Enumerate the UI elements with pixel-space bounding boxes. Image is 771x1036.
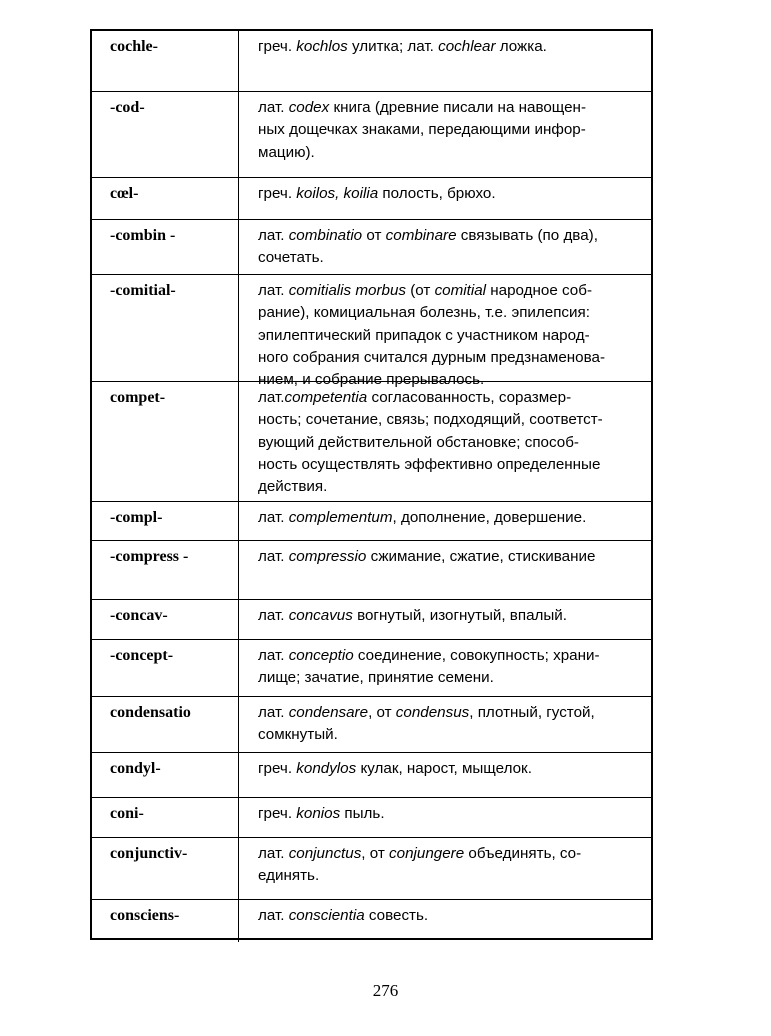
definition-line <box>258 905 650 927</box>
latin-term: condensare <box>288 704 369 721</box>
definition-text: , от <box>368 704 396 721</box>
definition-line <box>258 667 650 689</box>
entry-definition <box>258 546 650 568</box>
definition-text: , дополнение, довершение. <box>392 509 587 526</box>
table-row <box>92 219 651 274</box>
entry-definition <box>258 905 650 927</box>
definition-text: греч. <box>258 760 297 777</box>
definition-text: лат. <box>258 647 289 664</box>
column-divider <box>238 541 239 599</box>
definition-line <box>258 225 650 247</box>
latin-term: competentia <box>284 389 368 406</box>
definition-text: лат. <box>258 907 289 924</box>
definition-text: сочетать. <box>258 249 324 267</box>
definition-text: лат. <box>258 389 285 406</box>
definition-text: лат. <box>258 99 289 116</box>
table-row <box>92 31 651 91</box>
definition-text: согласованность, соразмер- <box>367 389 572 406</box>
latin-term: codex <box>288 99 330 116</box>
entry-definition <box>258 702 650 747</box>
definition-line <box>258 843 650 865</box>
definition-text: лат. <box>258 607 289 624</box>
column-divider <box>238 92 239 177</box>
definition-text: единять. <box>258 867 320 885</box>
definition-text: эпилептический припадок с участником народ- <box>258 326 590 344</box>
latin-term: konios <box>296 805 341 822</box>
latin-term: conjunctus <box>288 845 362 862</box>
column-divider <box>238 753 239 797</box>
definition-text: греч. <box>258 805 297 822</box>
entry-term: -comitial- <box>110 282 176 299</box>
definition-line <box>258 454 650 476</box>
entry-term: -compl- <box>110 509 163 526</box>
definition-text: ных дощечках знаками, передающими инфор- <box>258 121 586 139</box>
table-row <box>92 599 651 639</box>
column-divider <box>238 600 239 639</box>
entry-term: coni- <box>110 805 144 822</box>
definition-line <box>258 865 650 887</box>
definition-text: соединение, совокупность; храни- <box>353 647 600 664</box>
entry-definition <box>258 97 650 164</box>
latin-term: cochlear <box>438 38 496 55</box>
definition-text: ложка. <box>495 38 547 55</box>
entry-term: -concept- <box>110 647 174 664</box>
entry-definition <box>258 387 650 498</box>
entry-term: condensatio <box>110 704 191 721</box>
entry-term: condyl- <box>110 760 161 777</box>
entry-term: -combin - <box>110 227 176 244</box>
definition-line <box>258 302 650 324</box>
definition-text: совесть. <box>364 907 429 924</box>
definition-text: объединять, со- <box>464 845 582 862</box>
definition-text: лат. <box>258 704 289 721</box>
definition-text: ного собрания считался дурным предзнаменова- <box>258 348 606 366</box>
table-row <box>92 381 651 501</box>
definition-text: мацию). <box>258 143 315 161</box>
latin-term: koilos, koilia <box>296 185 379 202</box>
latin-term: conceptio <box>288 647 354 664</box>
entry-term: cœl- <box>110 185 139 202</box>
entry-term: -cod- <box>110 99 145 116</box>
entry-term: -compress - <box>110 548 189 565</box>
definition-line <box>258 758 650 780</box>
latin-term: kondylos <box>296 760 357 777</box>
definition-line <box>258 546 650 568</box>
column-divider <box>238 220 239 274</box>
entry-term: cochle- <box>110 38 158 55</box>
definition-line <box>258 409 650 431</box>
definition-text: ность осуществлять эффективно определенные <box>258 455 601 473</box>
definition-line <box>258 142 650 164</box>
definition-text: вующий действительной обстановке; способ- <box>258 433 579 451</box>
table-row <box>92 639 651 696</box>
column-divider <box>238 697 239 752</box>
entry-definition <box>258 758 650 780</box>
definition-line <box>258 702 650 724</box>
definition-text: лат. <box>258 282 289 299</box>
column-divider <box>238 178 239 219</box>
table-row <box>92 177 651 219</box>
latin-term: conjungere <box>389 845 465 862</box>
entry-term: -concav- <box>110 607 168 624</box>
entry-term: consciens- <box>110 907 180 924</box>
entry-term: conjunctiv- <box>110 845 188 862</box>
column-divider <box>238 275 239 381</box>
table-row <box>92 752 651 797</box>
definition-text: вогнутый, изогнутый, впалый. <box>352 607 567 624</box>
table-row <box>92 899 651 942</box>
latin-term: combinare <box>385 227 457 244</box>
definition-line <box>258 280 650 302</box>
definition-line <box>258 476 650 498</box>
definition-text: лат. <box>258 845 289 862</box>
definition-text: лат. <box>258 548 289 565</box>
entry-definition <box>258 843 650 888</box>
table-row <box>92 91 651 177</box>
definition-text: пыль. <box>340 805 385 822</box>
table-row <box>92 540 651 599</box>
entry-term: compet- <box>110 389 166 406</box>
latin-term: conscientia <box>288 907 365 924</box>
column-divider <box>238 31 239 91</box>
definition-line <box>258 803 650 825</box>
definition-line <box>258 119 650 141</box>
definition-text: кулак, нарост, мыщелок. <box>356 760 532 777</box>
definition-line <box>258 645 650 667</box>
definition-line <box>258 247 650 269</box>
definition-text: лище; зачатие, принятие семени. <box>258 669 494 687</box>
definition-text: народное соб- <box>486 282 593 299</box>
latin-term: comitialis morbus <box>288 282 406 299</box>
latin-term: condensus <box>395 704 470 721</box>
column-divider <box>238 382 239 501</box>
definition-line <box>258 605 650 627</box>
definition-text: рание), комициальная болезнь, т.е. эпилепсия: <box>258 304 590 322</box>
definition-text: сомкнутый. <box>258 726 338 744</box>
definition-line <box>258 36 650 58</box>
table-row <box>92 837 651 899</box>
definition-line <box>258 507 650 529</box>
definition-line <box>258 724 650 746</box>
latin-term: compressio <box>288 548 367 565</box>
column-divider <box>238 640 239 696</box>
column-divider <box>238 900 239 942</box>
definition-line <box>258 387 650 409</box>
definition-text: ность; сочетание, связь; подходящий, соответст- <box>258 411 603 429</box>
latin-term: complementum <box>288 509 393 526</box>
latin-term: kochlos <box>296 38 348 55</box>
latin-term: combinatio <box>288 227 363 244</box>
definition-text: лат. <box>258 227 289 244</box>
latin-term: concavus <box>288 607 353 624</box>
entry-definition <box>258 605 650 627</box>
dictionary-table <box>90 29 653 940</box>
definition-text: (от <box>406 282 435 299</box>
entry-definition <box>258 225 650 270</box>
table-row <box>92 696 651 752</box>
definition-text: нием, и собрание прерывалось. <box>258 371 485 389</box>
definition-text: греч. <box>258 38 297 55</box>
definition-text: лат. <box>258 509 289 526</box>
definition-line <box>258 325 650 347</box>
definition-text: сжимание, сжатие, стискивание <box>366 548 596 565</box>
entry-definition <box>258 803 650 825</box>
definition-text: действия. <box>258 478 328 496</box>
definition-text: греч. <box>258 185 297 202</box>
definition-line <box>258 183 650 205</box>
latin-term: comitial <box>434 282 487 299</box>
definition-text: улитка; лат. <box>347 38 439 55</box>
definition-line <box>258 97 650 119</box>
column-divider <box>238 502 239 540</box>
definition-line <box>258 432 650 454</box>
definition-text: , плотный, густой, <box>469 704 595 721</box>
table-row <box>92 797 651 837</box>
table-row <box>92 501 651 540</box>
entry-definition <box>258 183 650 205</box>
table-row <box>92 274 651 389</box>
definition-text: книга (древние писали на навощен- <box>329 99 587 116</box>
definition-text: от <box>362 227 386 244</box>
entry-definition <box>258 507 650 529</box>
definition-text: полость, брюхо. <box>378 185 496 202</box>
entry-definition <box>258 280 650 391</box>
page-number: 276 <box>372 981 399 1000</box>
definition-text: связывать (по два), <box>456 227 598 244</box>
column-divider <box>238 838 239 899</box>
definition-line <box>258 347 650 369</box>
column-divider <box>238 798 239 837</box>
definition-text: , от <box>361 845 390 862</box>
entry-definition <box>258 645 650 690</box>
entry-definition <box>258 36 650 58</box>
